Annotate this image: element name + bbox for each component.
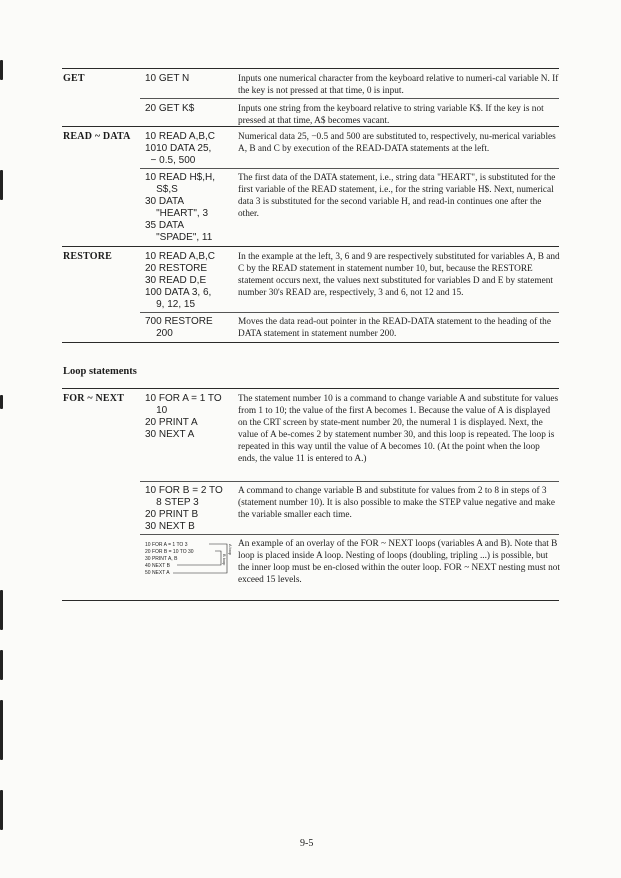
desc-get-1: Inputs one numerical character from the keyboard relative to numeri-cal variable N. If the key is not pressed at that time, 0 is input. bbox=[238, 74, 559, 97]
command-read-data: READ ~ DATA bbox=[63, 131, 131, 142]
rule-restore bbox=[62, 246, 559, 247]
binding-edge bbox=[0, 0, 10, 878]
rule-sub bbox=[140, 312, 559, 313]
nesting-diagram bbox=[143, 540, 235, 580]
rule-for-end bbox=[62, 600, 559, 601]
command-for-next: FOR ~ NEXT bbox=[63, 393, 125, 404]
code-read-1: 10 READ A,B,C 1010 DATA 25, − 0.5, 500 bbox=[145, 131, 216, 166]
rule-sub bbox=[140, 168, 559, 169]
rule-sub bbox=[140, 98, 559, 99]
desc-for-2: A command to change variable B and substitute for values from 2 to 8 in steps of 3 (statement number 10). It is also possible to make the STEP value negative and make the variable smaller each time. bbox=[238, 486, 555, 521]
outer-loop-label: A loop bbox=[228, 544, 233, 556]
inner-loop-label: B loop bbox=[222, 554, 227, 566]
rule-for bbox=[62, 388, 559, 389]
rule-read bbox=[62, 126, 559, 127]
desc-read-2: The first data of the DATA statement, i.e., string data "HEART", is substituted for the first variable of the READ statement, i.e., for the string variable H$. Next, numerical data 3 is substituted for the second variable H, and read-in continues one after the other. bbox=[238, 173, 556, 220]
diagram-line-4: 40 NEXT B bbox=[145, 563, 170, 569]
section-title: Loop statements bbox=[63, 366, 137, 377]
command-restore: RESTORE bbox=[63, 251, 113, 262]
desc-restore-2: Moves the data read-out pointer in the READ-DATA statement to the heading of the DATA statement in statement number 200. bbox=[238, 317, 551, 340]
rule-restore-end bbox=[62, 342, 559, 343]
code-get-1: 10 GET N bbox=[145, 73, 190, 84]
rule-sub bbox=[140, 481, 559, 482]
code-restore-2: 700 RESTORE 200 bbox=[145, 316, 213, 339]
rule-sub bbox=[140, 534, 559, 535]
code-restore-1: 10 READ A,B,C 20 RESTORE 30 READ D,E 100 DATA 3, 6, 9, 12, 15 bbox=[145, 251, 216, 310]
desc-for-3: An example of an overlay of the FOR ~ NEXT loops (variables A and B). Note that B loop is placed inside A loop. Nesting of loops (doubling, tripling ...) is possible, but the inner loop must be en-closed within the outer loop. FOR ~ NEXT nesting must not exceed 15 levels. bbox=[238, 539, 560, 586]
desc-restore-1: In the example at the left, 3, 6 and 9 are respectively substituted for variables A, B and C by the READ statement in statement number 10, but, because the RESTORE statement occurs next, the values next substituted for variables D and E by statement number 30's READ are, respectively, 3 and 6, not 12 and 15. bbox=[238, 252, 560, 299]
desc-for-1: The statement number 10 is a command to change variable A and substitute for values from 1 to 10; the value of the first A becomes 1. Because the value of A is displayed on the CRT screen by state-ment number 20, the numeral 1 is displayed. Next, the value of A be-comes 2 by statement number 30, and this loop is repeated. The loop is repeated in this way until the value of A becomes 10. (At the point when the loop ends, the value 11 is entered to A.) bbox=[238, 394, 559, 465]
rule-top bbox=[62, 68, 559, 69]
code-read-2: 10 READ H$,H, S$,S 30 DATA "HEART", 3 35 DATA "SPADE", 11 bbox=[145, 172, 216, 243]
desc-get-2: Inputs one string from the keyboard relative to string variable K$. If the key is not pressed at that time, A$ becomes vacant. bbox=[238, 104, 544, 127]
diagram-line-2: 20 FOR B = 10 TO 30 bbox=[145, 549, 194, 555]
code-get-2: 20 GET K$ bbox=[145, 103, 195, 114]
diagram-line-5: 50 NEXT A bbox=[145, 570, 170, 576]
diagram-line-3: 30 PRINT A, B bbox=[145, 556, 178, 562]
code-for-2: 10 FOR B = 2 TO 8 STEP 3 20 PRINT B 30 NEXT B bbox=[145, 485, 223, 532]
desc-read-1: Numerical data 25, −0.5 and 500 are substituted to, respectively, nu-merical variables A, B and C by execution of the READ-DATA statements at the left. bbox=[238, 132, 556, 155]
command-get: GET bbox=[63, 73, 85, 84]
diagram-line-1: 10 FOR A = 1 TO 3 bbox=[145, 542, 188, 548]
code-for-1: 10 FOR A = 1 TO 10 20 PRINT A 30 NEXT A bbox=[145, 393, 222, 440]
page-number: 9-5 bbox=[300, 838, 314, 849]
